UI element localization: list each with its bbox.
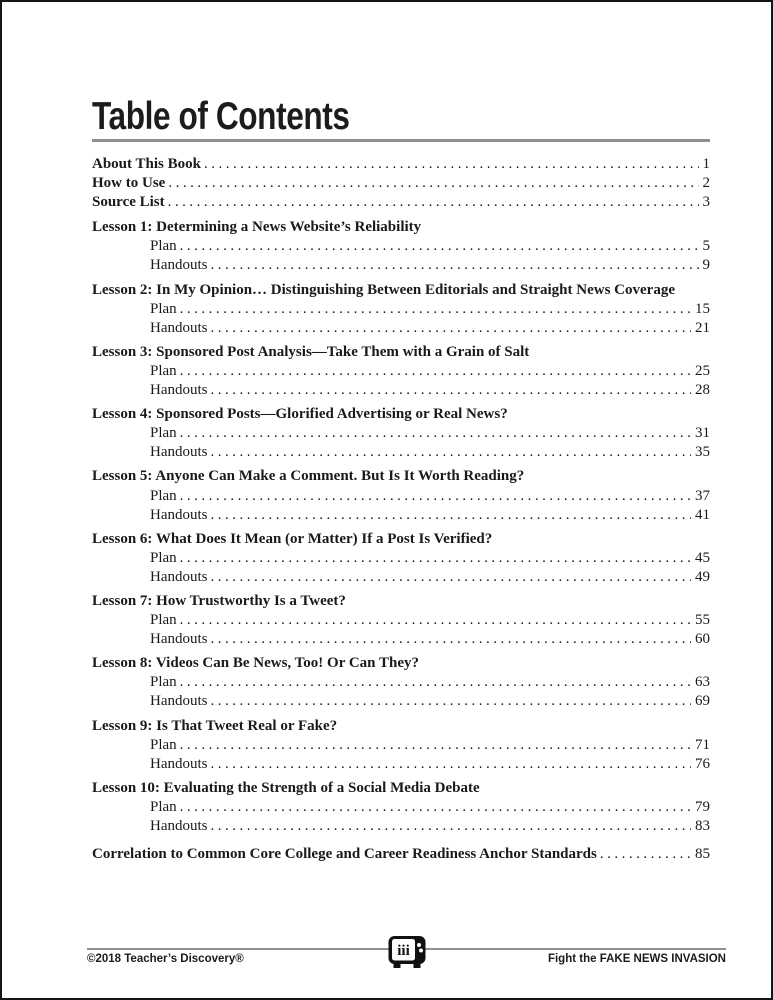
lesson-title: Lesson 10: Evaluating the Strength of a Social Media Debate: [92, 779, 480, 796]
lesson-title-row: [92, 530, 710, 549]
tv-icon: [388, 936, 425, 969]
lesson-title-row: [92, 654, 710, 673]
dot-leader: [180, 611, 691, 630]
footer-tagline: Fight the FAKE NEWS INVASION: [547, 953, 726, 965]
handouts-page: 60: [695, 631, 710, 648]
dot-leader: [211, 630, 692, 649]
toc-entry-page: 3: [702, 194, 710, 211]
plan-label: Plan: [150, 674, 177, 691]
plan-page: 31: [695, 425, 710, 442]
dot-leader: [180, 237, 699, 256]
front-matter-list: [92, 155, 710, 212]
lesson-group: [92, 530, 710, 587]
lesson-title: Lesson 2: In My Opinion… Distinguishing Between Editorials and Straight News Coverage: [92, 281, 675, 298]
handouts-page: 76: [695, 755, 710, 772]
handouts-page: 9: [702, 257, 710, 274]
dot-leader: [180, 736, 691, 755]
lesson-title-row: [92, 343, 710, 362]
dot-leader: [180, 424, 691, 443]
correlation-page: 85: [695, 846, 710, 863]
lesson-handouts-row: [92, 381, 710, 400]
plan-label: Plan: [150, 549, 177, 566]
dot-leader: [211, 506, 692, 525]
toc-content: [92, 97, 710, 864]
lesson-handouts-row: [92, 692, 710, 711]
toc-entry-label: About This Book: [92, 156, 201, 172]
lesson-title: Lesson 5: Anyone Can Make a Comment. But Is It Worth Reading?: [92, 468, 525, 485]
handouts-page: 21: [695, 319, 710, 336]
plan-label: Plan: [150, 425, 177, 442]
handouts-page: 83: [695, 818, 710, 834]
lesson-plan-row: [92, 611, 710, 630]
handouts-label: Handouts: [150, 444, 208, 461]
handouts-label: Handouts: [150, 631, 208, 648]
toc-entry-label: How to Use: [92, 175, 166, 192]
page-footer: [87, 943, 726, 965]
dot-leader: [211, 256, 699, 275]
dot-leader: [211, 381, 692, 400]
lesson-plan-row: [92, 237, 710, 256]
lesson-group: [92, 467, 710, 524]
plan-page: 45: [695, 549, 710, 566]
plan-label: Plan: [150, 612, 177, 629]
lesson-title-row: [92, 218, 710, 237]
lesson-handouts-row: [92, 443, 710, 462]
page-title: Table of Contents: [92, 95, 350, 138]
handouts-label: Handouts: [150, 319, 208, 336]
handouts-page: 41: [695, 506, 710, 523]
toc-entry-row: [92, 155, 710, 174]
correlation-label: Correlation to Common Core College and Career Readiness Anchor Standards: [92, 846, 597, 863]
plan-page: 5: [702, 238, 710, 255]
footer-copyright: ©2018 Teacher’s Discovery®: [87, 953, 244, 965]
lesson-title: Lesson 4: Sponsored Posts—Glorified Advertising or Real News?: [92, 406, 508, 423]
lesson-title-row: [92, 592, 710, 611]
lesson-group: [92, 654, 710, 711]
back-matter-list: [92, 845, 710, 864]
plan-label: Plan: [150, 487, 177, 504]
lesson-handouts-row: [92, 630, 710, 649]
plan-page: 55: [695, 612, 710, 629]
handouts-page: 69: [695, 693, 710, 710]
lesson-title-row: [92, 467, 710, 486]
lesson-title-row: [92, 281, 710, 300]
toc-entry-row: [92, 193, 710, 212]
toc-entry-row: [92, 174, 710, 193]
plan-page: 71: [695, 736, 710, 753]
lesson-handouts-row: [92, 568, 710, 587]
lesson-title-row: [92, 405, 710, 424]
handouts-page: 28: [695, 382, 710, 399]
dot-leader: [204, 155, 699, 174]
lesson-title: Lesson 3: Sponsored Post Analysis—Take Them with a Grain of Salt: [92, 343, 530, 360]
dot-leader: [168, 193, 699, 212]
dot-leader: [211, 817, 692, 836]
handouts-label: Handouts: [150, 755, 208, 772]
lesson-title-row: [92, 779, 710, 798]
plan-label: Plan: [150, 300, 177, 317]
lesson-title: Lesson 7: How Trustworthy Is a Tweet?: [92, 592, 346, 609]
handouts-label: Handouts: [150, 568, 208, 585]
lesson-handouts-row: [92, 256, 710, 275]
lesson-plan-row: [92, 300, 710, 319]
toc-entry-label: Source List: [92, 194, 165, 211]
dot-leader: [180, 362, 691, 381]
lesson-plan-row: [92, 736, 710, 755]
handouts-label: Handouts: [150, 382, 208, 399]
dot-leader: [211, 692, 692, 711]
dot-leader: [180, 300, 691, 319]
title-underline: [92, 139, 710, 142]
dot-leader: [211, 755, 692, 774]
dot-leader: [180, 549, 691, 568]
dot-leader: [211, 319, 692, 338]
lesson-handouts-row: [92, 755, 710, 774]
dot-leader: [180, 798, 691, 817]
dot-leader: [211, 443, 692, 462]
plan-page: 25: [695, 362, 710, 379]
dot-leader: [180, 673, 691, 692]
lesson-title: Lesson 6: What Does It Mean (or Matter) If a Post Is Verified?: [92, 530, 493, 547]
lesson-title: Lesson 9: Is That Tweet Real or Fake?: [92, 717, 338, 734]
lesson-title: Lesson 8: Videos Can Be News, Too! Or Can They?: [92, 655, 419, 672]
lesson-group: [92, 218, 710, 275]
plan-label: Plan: [150, 238, 177, 255]
lesson-handouts-row: [92, 817, 710, 836]
lesson-list: [92, 218, 710, 836]
lesson-group: [92, 717, 710, 774]
lesson-plan-row: [92, 487, 710, 506]
lesson-handouts-row: [92, 506, 710, 525]
handouts-label: Handouts: [150, 257, 208, 274]
toc-entry-page: 2: [702, 175, 710, 192]
handouts-page: 49: [695, 568, 710, 585]
plan-label: Plan: [150, 736, 177, 753]
lesson-plan-row: [92, 549, 710, 568]
folio-page-number: iii: [396, 943, 410, 959]
handouts-label: Handouts: [150, 818, 208, 834]
dot-leader: [168, 174, 698, 193]
toc-entry-page: 1: [702, 156, 710, 172]
dot-leader: [180, 487, 691, 506]
lesson-title: Lesson 1: Determining a News Website’s Reliability: [92, 219, 422, 236]
plan-label: Plan: [150, 798, 177, 815]
lesson-group: [92, 779, 710, 836]
lesson-plan-row: [92, 673, 710, 692]
plan-page: 37: [695, 487, 710, 504]
lesson-plan-row: [92, 798, 710, 817]
lesson-plan-row: [92, 424, 710, 443]
dot-leader: [600, 845, 691, 864]
correlation-row: [92, 845, 710, 864]
plan-page: 15: [695, 300, 710, 317]
plan-page: 63: [695, 674, 710, 691]
handouts-label: Handouts: [150, 506, 208, 523]
plan-page: 79: [695, 798, 710, 815]
lesson-group: [92, 592, 710, 649]
lesson-handouts-row: [92, 319, 710, 338]
lesson-group: [92, 343, 710, 400]
lesson-title-row: [92, 717, 710, 736]
lesson-group: [92, 281, 710, 338]
lesson-plan-row: [92, 362, 710, 381]
handouts-page: 35: [695, 444, 710, 461]
handouts-label: Handouts: [150, 693, 208, 710]
lesson-group: [92, 405, 710, 462]
dot-leader: [211, 568, 692, 587]
plan-label: Plan: [150, 362, 177, 379]
